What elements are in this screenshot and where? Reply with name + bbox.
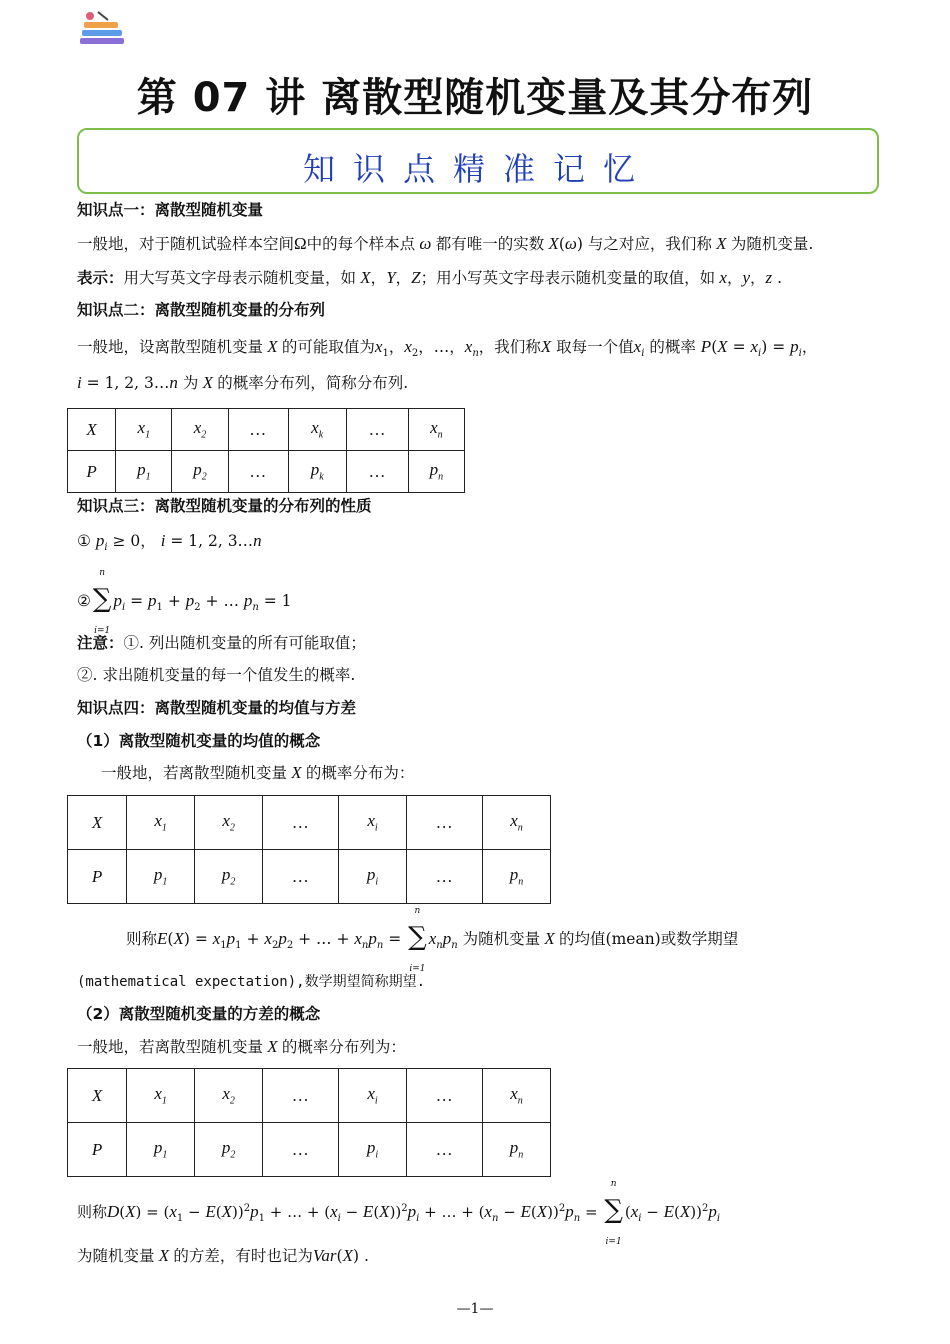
k4-sub2: （2）离散型随机变量的方差的概念 xyxy=(77,1005,321,1023)
table-cell: $x_2$ xyxy=(195,1069,263,1123)
k4-intro1: 一般地，若离散型随机变量 X 的概率分布为： xyxy=(101,763,415,782)
k4-variance-table xyxy=(67,1068,551,1177)
table-cell: $x_2$ xyxy=(172,409,228,451)
section-banner xyxy=(77,128,879,194)
k4-variance-formula: 则称$D(X) = (x_1 - E(X))^2p_1$ + … + $(x_i - E(X))^2p_i$ + … + $(x_n - E(X))^2p_n$ = n ∑ i=1 $(x_i - E(X))^2p_i$ xyxy=(77,1179,721,1247)
table-cell: X xyxy=(68,409,116,451)
table-cell: P xyxy=(68,451,116,493)
table-cell: … xyxy=(263,1069,339,1123)
table-cell: $p_2$ xyxy=(172,451,228,493)
banner-text: 知识点精准记忆 xyxy=(302,150,653,188)
table-cell: P xyxy=(68,1123,127,1177)
table-cell: $x_1$ xyxy=(127,796,195,850)
table-cell: $x_n$ xyxy=(482,796,550,850)
k3-property1: ① $p_i \ge 0$， i = 1, 2, 3…n xyxy=(77,531,262,554)
table-cell: … xyxy=(346,451,408,493)
table-cell: $p_1$ xyxy=(127,850,195,904)
k3-note2: ②. 求出随机变量的每一个值发生的概率. xyxy=(77,666,356,684)
table-cell: … xyxy=(228,409,288,451)
table-cell: … xyxy=(407,1123,483,1177)
table-cell: … xyxy=(407,796,483,850)
books-logo-icon xyxy=(78,8,128,50)
k3-property2: ② n ∑ i=1 $p_i = p_1 + p_2$ + … $p_n = 1$ xyxy=(77,568,292,636)
table-cell: $x_2$ xyxy=(195,796,263,850)
table-cell: $p_n$ xyxy=(482,850,550,904)
k2-heading: 知识点二：离散型随机变量的分布列 xyxy=(77,301,326,319)
k4-intro2: 一般地，若离散型随机变量 X 的概率分布列为： xyxy=(77,1037,406,1056)
k2-para2: i = 1, 2, 3…n 为 X 的概率分布列，简称分布列. xyxy=(77,373,409,392)
k4-mean-note: (mathematical expectation),数学期望简称期望. xyxy=(77,974,426,990)
page-number: —1— xyxy=(456,1301,494,1317)
k4-variance-note: 为随机变量 X 的方差，有时也记为Var(X) . xyxy=(77,1246,369,1265)
table-cell: $p_1$ xyxy=(116,451,172,493)
table-cell: … xyxy=(263,1123,339,1177)
k4-mean-table xyxy=(67,795,551,904)
k2-para1: 一般地，设离散型随机变量 X 的可能取值为$x_1$，$x_2$，…，$x_n$，我们称X 取每一个值$x_i$ 的概率 $P(X = x_i) = p_i$， xyxy=(77,337,818,360)
k2-distribution-table xyxy=(67,408,465,493)
k1-heading: 知识点一：离散型随机变量 xyxy=(77,201,264,219)
table-cell: … xyxy=(228,451,288,493)
k3-heading: 知识点三：离散型随机变量的分布列的性质 xyxy=(77,497,372,515)
page-title: 第 07 讲 离散型随机变量及其分布列 xyxy=(136,75,814,121)
table-cell: $p_2$ xyxy=(195,850,263,904)
table-cell: X xyxy=(68,1069,127,1123)
table-cell: $x_1$ xyxy=(116,409,172,451)
table-cell: $x_i$ xyxy=(339,1069,407,1123)
k4-heading: 知识点四：离散型随机变量的均值与方差 xyxy=(77,699,357,717)
table-cell: $x_n$ xyxy=(408,409,464,451)
table-cell: $p_2$ xyxy=(195,1123,263,1177)
table-cell: $p_i$ xyxy=(339,850,407,904)
table-cell: $x_k$ xyxy=(288,409,346,451)
k4-sub1: （1）离散型随机变量的均值的概念 xyxy=(77,732,321,750)
table-cell: $p_k$ xyxy=(288,451,346,493)
table-cell: $p_i$ xyxy=(339,1123,407,1177)
table-cell: P xyxy=(68,850,127,904)
table-cell: $p_1$ xyxy=(127,1123,195,1177)
table-cell: $p_n$ xyxy=(408,451,464,493)
k4-mean-formula: 则称$E(X) = x_1p_1 + x_2p_2$ + … + $x_np_n$ = n ∑ i=1 $x_np_n$ 为随机变量 X 的均值(mean)或数学期望 xyxy=(126,906,739,974)
k1-para1: 一般地，对于随机试验样本空间Ω中的每个样本点 ω 都有唯一的实数 X(ω) 与之对应，我们称 X 为随机变量. xyxy=(77,234,814,253)
table-cell: … xyxy=(346,409,408,451)
table-cell: $p_n$ xyxy=(482,1123,550,1177)
table-cell: $x_i$ xyxy=(339,796,407,850)
table-cell: … xyxy=(407,1069,483,1123)
table-cell: … xyxy=(407,850,483,904)
k3-note1: 注意：①. 列出随机变量的所有可能取值； xyxy=(77,634,366,652)
table-cell: $x_n$ xyxy=(482,1069,550,1123)
table-cell: … xyxy=(263,796,339,850)
table-cell: … xyxy=(263,850,339,904)
table-cell: $x_1$ xyxy=(127,1069,195,1123)
k1-para2: 表示：用大写英文字母表示随机变量，如 X，Y，Z；用小写英文字母表示随机变量的取值，如 x，y，z . xyxy=(77,268,783,287)
table-cell: X xyxy=(68,796,127,850)
